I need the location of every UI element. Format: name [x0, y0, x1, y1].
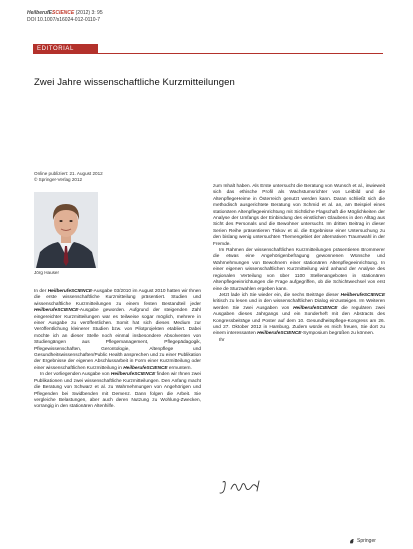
journal-name-inline: HeilberufeSCIENCE: [110, 372, 156, 378]
body-paragraph: [34, 372, 201, 410]
author-photo: [34, 192, 98, 268]
journal-name-inline: HeilberufeSCIENCE: [123, 365, 168, 371]
journal-name-accent: SCIENCE: [52, 10, 75, 16]
photo-caption: Jörg Hauser: [34, 270, 60, 275]
body-column-left: [34, 289, 201, 411]
journal-name-inline: HeilberufeSCIENCE: [340, 292, 385, 298]
publisher-logo: [349, 538, 376, 544]
publication-info: [34, 171, 103, 183]
body-paragraph: [213, 248, 385, 293]
body-text: kritisch zu lesen und in den wissenschaftlichen Dialog einzusteigen. Im Weiteren werden Sie zwei Ausgaben von: [213, 299, 385, 311]
body-text: -Ausgabe 03/2010 im August 2010 hatten wir Ihnen die erste wissenschaftliche Kurzmitteilung präsentiert. Studien und wissenschaftliche Kurzmitteilungen zu einem festen Bestandteil jeder: [34, 289, 201, 307]
body-text: Ihr: [219, 337, 225, 343]
body-text: In der vorliegenden Ausgabe von: [40, 372, 111, 378]
section-label: EDITORIAL: [33, 44, 98, 54]
author-portrait-image: [34, 192, 98, 268]
body-text: -Ausgabe geworden. Aufgrund der steigenden Zahl eingereichter Kurzmitteilungen war es teilweise sogar möglich, mehrere in einer Ausgabe zu veröffentlichen. Somit hat sich dieses Medium zur Veröffentlichung kleinerer Studien bzw. von Pilotprojekten etabliert. Dabei möchte ich an dieser Stelle noch einmal insbesondere Absolventen von Studiengängen aus Pflegemanagement, Pflegepädagogik, Pflegewissenschaften, Gerontologie, Altenpflege und Gesundheitswissenschaften/Public Health ansprechen und zu einer Publikation der Ergebnisse der eigenen Abschlussarbeit in Form einer Kurzmitteilung oder einer wissenschaftlichen Kurzmitteilung in: [34, 308, 201, 371]
article-title: Zwei Jahre wissenschaftliche Kurzmitteilungen: [34, 77, 235, 88]
journal-name: [27, 10, 74, 16]
journal-name-inline: HeilberufeSCIENCE: [293, 305, 338, 311]
body-text: In der: [34, 289, 48, 294]
body-text: zum Inhalt haben. Als Erste untersucht die Beratung von Wunsch et al., inwieweit sich das ethische Profil als Wachstumsrichter von Leitbild und die AltenpflegeHeime in Österreich genutzt werden kann. Daran schließt sich die methodisch ausgerichtete Beratung von Schmid et al. an, am Beispiel eines stationären Altenpflegeeinrichtung mit Sichtliche Flagschaft die Möglichkeiten der Analyse der Umfangs der Einbindung des einstlichen Glaubens in den Alltag aus Sicht des Personals und die Bewohner untersucht. Im dritten Beitrag in dieser Serien Reihe präsentieren Tiskov et al. die Ergebnisse einer Untersuchung zu den bislang wenig untersuchten Themengebiet der alternativen Traumwahl in der Fremde.: [213, 184, 385, 247]
copyright-line: © Springer-Verlag 2012: [34, 177, 83, 182]
body-text: -Symposium begrüßen zu können.: [301, 331, 375, 337]
journal-issue: (2012) 3: 95: [75, 10, 103, 16]
body-text: ermuntern.: [167, 365, 192, 371]
author-signature: [217, 476, 271, 498]
body-paragraph: [213, 338, 385, 344]
body-column-right: [213, 184, 385, 344]
springer-horse-icon: [349, 538, 355, 544]
journal-name-inline: HeilberufeSCIENCE: [257, 331, 302, 337]
section-divider: [33, 53, 383, 54]
signature-scribble: [217, 476, 271, 498]
body-text: Im Rahmen der wissenschaftlichen Kurzmitteilungen präsentieren Brommerer die etwas eine Angehörigenbefragung gewonnenen Wünsche und Wahrnehmungen von Bewohnern einer stationären Altenpflegeeinrichtung. In einer eigenen wissenschaftlichen Kurzmitteilung wird anhand der Analyse des regionalen Verteilung von über 1100 Stellenangeboten in stationären Altenpflegeeinrichtungen die Frage aufgegriffen, ob die Schichtwechsel von erst eine de Sturzwahlen ergeben kann.: [213, 248, 385, 292]
journal-name-inline: HeilberufeSCIENCE: [34, 308, 79, 314]
body-text: die regulären zwei Ausgaben dieses Jahrgangs und ein Sonderheft mit den Abstracts des Kongressbeiträge und Poster auf dem 10. Gesundheitspflege-Kongress am 26. und 27. Oktober 2012 in Hamburg. Zudem würde es mich freuen, Sie dort zu einem interessanten: [213, 305, 385, 337]
body-paragraph: [213, 293, 385, 338]
body-paragraph: [213, 184, 385, 248]
publisher-name: Springer: [357, 538, 376, 544]
journal-header: [27, 10, 103, 24]
doi-line: DOI 10.1007/s16024-012-0110-7: [27, 17, 101, 23]
body-paragraph: [34, 289, 201, 372]
body-text: finden wir Ihnen zwei Publikationen und zwei wissenschaftliche Kurzmitteilungen. Den Anfang macht die Beratung von Schwarz et al. zu Wahrnehmungen von Angehörigen und Pflegenden bei Swidbenden mit Demenz. Dann folgen die Arbeit. Sie vergleiche Belastungen, aber auch deren Nutzung zu Wohlung-Zwecken, vorrangig in den stationären Altenhilfe.: [34, 372, 201, 410]
journal-name-inline: HeilberufeSCIENCE: [47, 289, 93, 294]
publication-date: Online publiziert: 21. August 2012: [34, 171, 103, 176]
body-text: Jetzt lade ich Sie wieder ein, die sechs Beiträge dieser: [219, 292, 341, 298]
journal-name-main: HeilberufE: [27, 10, 53, 16]
journal-brand: [27, 10, 103, 17]
